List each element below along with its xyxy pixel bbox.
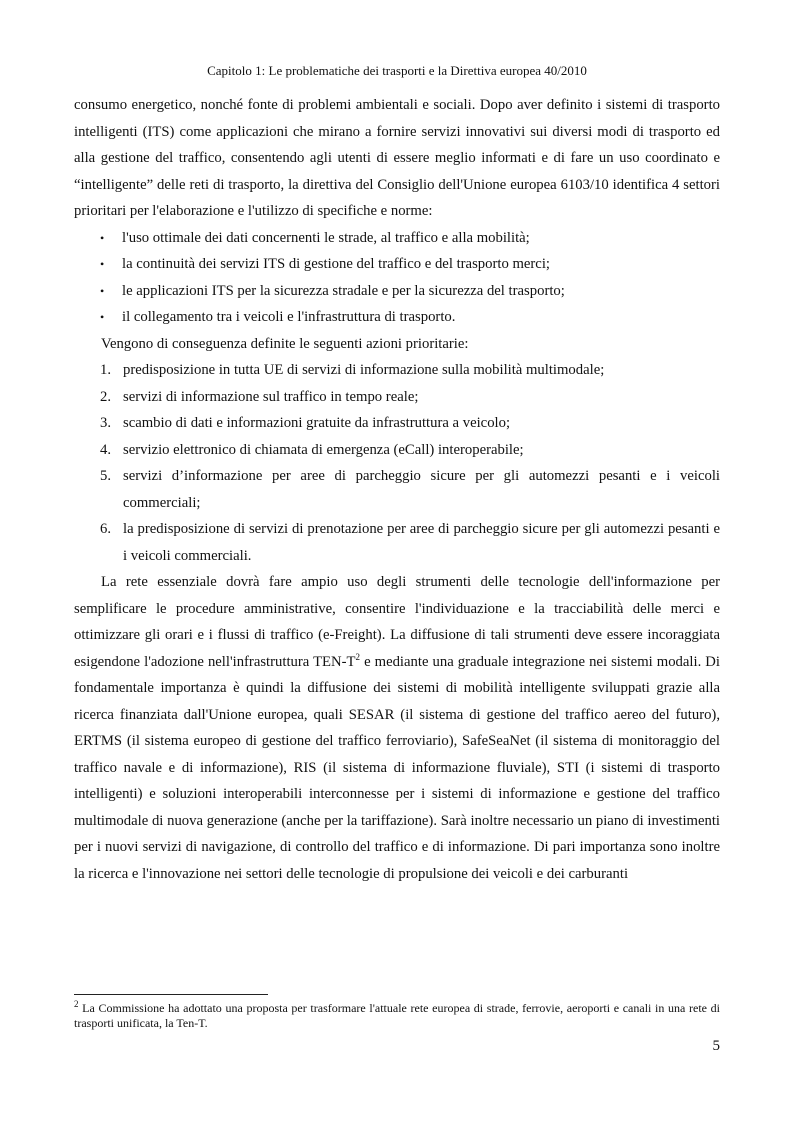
list-item-text: scambio di dati e informazioni gratuite da infrastruttura a veicolo; — [123, 415, 511, 431]
actions-lead: Vengono di conseguenza definite le seguenti azioni prioritarie: — [101, 335, 469, 352]
list-item-text: la predisposizione di servizi di prenotazione per aree di parcheggio sicure per gli automezzi pesanti e i veicoli commerciali. — [123, 521, 720, 564]
priority-areas-list — [74, 225, 720, 331]
list-item — [74, 516, 720, 569]
list-item — [74, 251, 720, 278]
list-item-text: la continuità dei servizi ITS di gestione del traffico e del trasporto merci; — [122, 256, 550, 272]
network-text-part1: La rete essenziale dovrà fare ampio uso degli strumenti delle tecnologie dell'informazione per semplificare le procedure amministrative, consentire l'individuazione e la tracciabilità delle merci e ottimizzare gli orari e i flussi di traffico (e-Freight). La diffusione di tali strumenti deve essere incoraggiata esigendone l'adozione nell'infrastruttura TEN-T — [74, 574, 720, 670]
list-item-text: servizi di informazione sul traffico in tempo reale; — [123, 388, 419, 405]
list-item-text: predisposizione in tutta UE di servizi di informazione sulla mobilità multimodale; — [123, 362, 605, 378]
list-number: 5. — [100, 468, 112, 484]
list-item — [74, 384, 720, 411]
list-item-text: servizi d’informazione per aree di parcheggio sicure per gli automezzi pesanti e i veicoli commerciali; — [123, 468, 720, 511]
list-item-text: servizio elettronico di chiamata di emergenza (eCall) interoperabile; — [123, 441, 524, 458]
footnote-reference[interactable]: 2 — [355, 651, 360, 662]
list-number: 4. — [100, 441, 112, 458]
list-item-text: l'uso ottimale dei dati concernenti le strade, al traffico e alla mobilità; — [122, 229, 530, 246]
intro-paragraph: consumo energetico, nonché fonte di problemi ambientali e sociali. Dopo aver definito i sistemi di trasporto intelligenti (ITS) come applicazioni che mirano a fornire servizi innovativi sui diversi modi di trasporto ed alla gestione del traffico, consentendo agli utenti di essere meglio informati e di fare un uso coordinato e “intelligente” delle reti di trasporto, la direttiva del Consiglio dell'Unione europea 6103/10 identifica 4 settori prioritari per l'elaborazione e l'utilizzo di specifiche e norme: — [74, 97, 720, 219]
footnote — [74, 1001, 720, 1031]
footnote-separator — [74, 994, 268, 995]
list-item — [74, 463, 720, 516]
list-item — [74, 278, 720, 305]
bullet-icon: • — [100, 283, 105, 298]
list-item — [74, 437, 720, 464]
bullet-icon: • — [100, 310, 105, 324]
page-number: 5 — [712, 1038, 720, 1054]
list-number: 1. — [100, 362, 112, 378]
bullet-icon: • — [100, 257, 105, 271]
list-item — [74, 225, 720, 252]
network-text-part2: e mediante una graduale integrazione nei sistemi modali. Di fondamentale importanza è quindi la diffusione dei sistemi di mobilità intelligente sviluppati grazie alla ricerca finanziata dall'Unione europea, quali SESAR (il sistema di gestione del traffico aereo del futuro), ERTMS (il sistema europeo di gestione del traffico ferroviario), SafeSeaNet (il sistema di monitoraggio del traffico navale e di informazione), RIS (il sistema di informazione fluviale), STI (i sistemi di trasporto intelligenti) e soluzioni interoperabili interconnesse per i sistemi di informazione e gestione del traffico multimodale di nuova generazione (anche per la tariffazione). Sarà inoltre necessario un piano di investimenti per i nuovi servizi di navigazione, di controllo del traffico e di informazione. Di pari importanza sono inoltre la ricerca e l'innovazione nei settori delle tecnologie di propulsione dei veicoli e dei carburanti — [74, 653, 720, 882]
list-item — [74, 357, 720, 384]
priority-actions-list — [74, 357, 720, 569]
list-item-text: le applicazioni ITS per la sicurezza stradale e per la sicurezza del trasporto; — [122, 282, 565, 299]
page-body — [74, 92, 720, 887]
list-item — [74, 410, 720, 437]
running-header: Capitolo 1: Le problematiche dei trasporti e la Direttiva europea 40/2010 — [207, 63, 587, 78]
list-item — [74, 304, 720, 331]
footnote-mark: 2 — [74, 999, 79, 1009]
bullet-icon: • — [100, 230, 105, 245]
list-number: 6. — [100, 521, 112, 537]
list-number: 2. — [100, 388, 112, 405]
footnote-text: La Commissione ha adottato una proposta per trasformare l'attuale rete europea di strade, ferrovie, aeroporti e canali in una rete di trasporti unificata, la Ten-T. — [74, 1001, 720, 1030]
list-number: 3. — [100, 415, 112, 431]
network-paragraph — [74, 569, 720, 887]
list-item-text: il collegamento tra i veicoli e l'infrastruttura di trasporto. — [122, 309, 456, 325]
